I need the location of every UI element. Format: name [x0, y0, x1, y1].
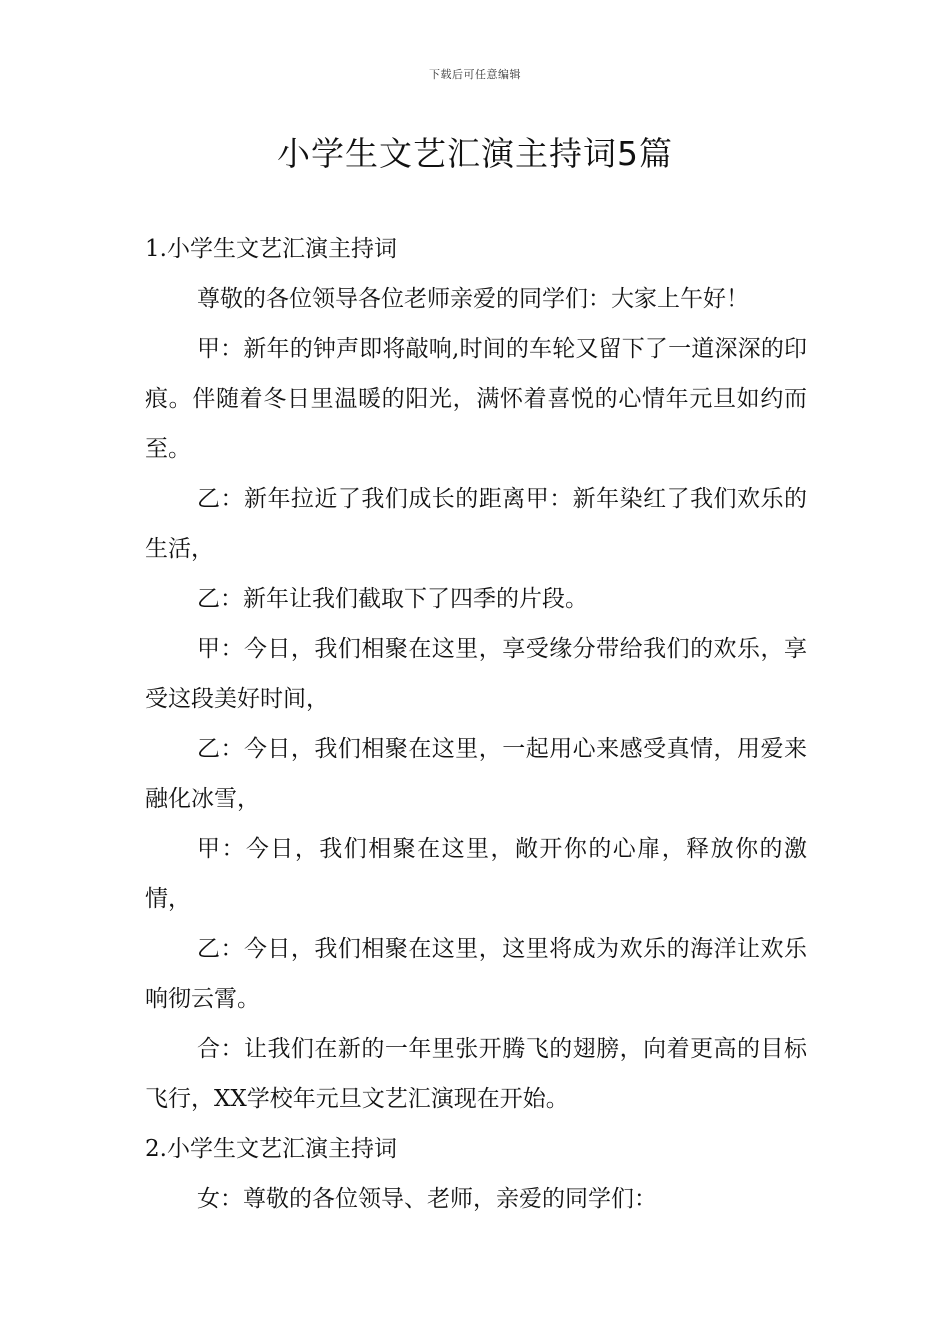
- paragraph: 1.小学生文艺汇演主持词: [145, 236, 397, 262]
- paragraph: 乙：今日，我们相聚在这里，一起用心来感受真情，用爱来融化冰雪，: [145, 736, 807, 812]
- paragraph: 合：让我们在新的一年里张开腾飞的翅膀，向着更高的目标飞行，XX学校年元旦文艺汇演现在开始。: [145, 1036, 807, 1112]
- paragraph: 甲：今日，我们相聚在这里，享受缘分带给我们的欢乐，享受这段美好时间，: [145, 636, 807, 712]
- header-note: 下载后可任意编辑: [429, 68, 521, 81]
- document-body: [145, 224, 807, 1224]
- paragraph: 甲：今日，我们相聚在这里，敞开你的心扉，释放你的激情，: [145, 836, 807, 912]
- paragraph: 2.小学生文艺汇演主持词: [145, 1136, 397, 1162]
- page-title: 小学生文艺汇演主持词5篇: [277, 134, 673, 173]
- paragraph: 甲：新年的钟声即将敲响,时间的车轮又留下了一道深深的印痕。伴随着冬日里温暖的阳光，满怀着喜悦的心情年元旦如约而至。: [145, 336, 807, 462]
- paragraph: 乙：今日，我们相聚在这里，这里将成为欢乐的海洋让欢乐响彻云霄。: [145, 936, 807, 1012]
- paragraph: 女：尊敬的各位领导、老师，亲爱的同学们：: [197, 1186, 657, 1212]
- paragraph: 尊敬的各位领导各位老师亲爱的同学们：大家上午好！: [197, 286, 749, 312]
- paragraph: 乙：新年拉近了我们成长的距离甲：新年染红了我们欢乐的生活，: [145, 486, 807, 562]
- paragraph: 乙：新年让我们截取下了四季的片段。: [197, 586, 588, 612]
